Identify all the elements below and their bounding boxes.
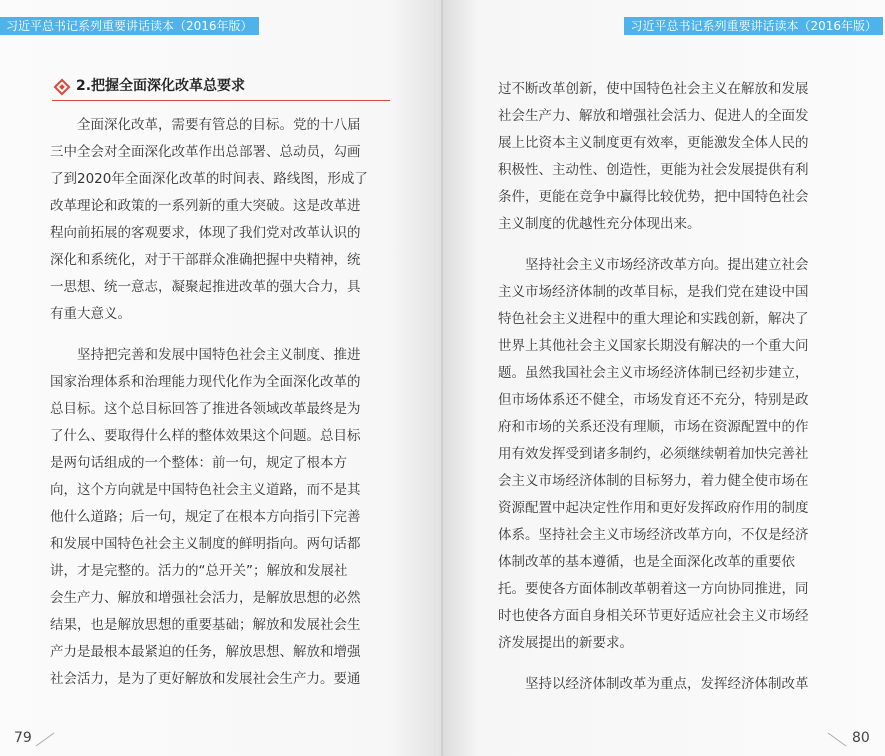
text-line: 世界上其他社会主义国家长期没有解决的一个重大问 <box>498 338 809 354</box>
text-line: 和发展中国特色社会主义制度的鲜明指向。两句话都 <box>50 536 361 552</box>
text-line: 了什么、要取得什么样的整体效果这个问题。总目标 <box>50 428 361 444</box>
page-number-left: 79 <box>14 730 32 746</box>
text-line: 程向前拓展的客观要求，体现了我们党对改革认识的 <box>50 225 361 241</box>
text-line: 体系。坚持社会主义市场经济改革方向，不仅是经济 <box>498 527 809 543</box>
text-line: 国家治理体系和治理能力现代化作为全面深化改革的 <box>50 374 361 390</box>
right-page-body <box>498 76 834 698</box>
text-line: 社会生产力、解放和增强社会活力、促进人的全面发 <box>498 108 809 124</box>
text-line: 资源配置中起决定性作用和更好发挥政府作用的制度 <box>498 500 809 516</box>
paragraph-gap <box>498 238 834 252</box>
text-line: 他什么道路；后一句，规定了在根本方向指引下完善 <box>50 509 361 525</box>
text-line: 结果，也是解放思想的重要基础；解放和发展社会生 <box>50 617 361 633</box>
text-line: 会生产力、解放和增强社会活力，是解放思想的必然 <box>50 590 361 606</box>
text-line: 讲，才是完整的。活力的“总开关”；解放和发展社 <box>50 563 348 579</box>
text-line: 坚持把完善和发展中国特色社会主义制度、推进 <box>77 347 361 363</box>
text-line: 主义市场经济体制的改革目标，是我们党在建设中国 <box>498 284 809 300</box>
text-line: 是两句话组成的一个整体：前一句，规定了根本方 <box>50 455 347 471</box>
paragraph <box>50 342 386 693</box>
page-corner-mark-left <box>34 731 56 747</box>
section-heading <box>52 76 390 101</box>
text-line: 社会活力，是为了更好解放和发展社会生产力。要通 <box>50 671 361 687</box>
paragraph <box>498 76 834 238</box>
paragraph <box>498 671 834 698</box>
text-line: 条件，更能在竞争中赢得比较优势，把中国特色社会 <box>498 189 809 205</box>
paragraph-gap <box>50 328 386 342</box>
text-line: 题。虽然我国社会主义市场经济体制已经初步建立， <box>498 365 809 381</box>
text-line: 坚持以经济体制改革为重点，发挥经济体制改革 <box>525 676 809 692</box>
text-line: 过不断改革创新，使中国特色社会主义在解放和发展 <box>498 81 809 97</box>
text-line: 托。要使各方面体制改革朝着这一方向协同推进，同 <box>498 581 809 597</box>
text-line: 坚持社会主义市场经济改革方向。提出建立社会 <box>525 257 809 273</box>
left-page-body <box>50 112 386 693</box>
page-number-right: 80 <box>852 730 870 746</box>
text-line: 三中全会对全面深化改革作出总部署、总动员，勾画 <box>50 144 361 160</box>
text-line: 主义制度的优越性充分体现出来。 <box>498 216 701 232</box>
text-line: 改革理论和政策的一系列新的重大突破。这是改革进 <box>50 198 361 214</box>
paragraph <box>50 112 386 328</box>
section-title: 2.把握全面深化改革总要求 <box>76 78 246 94</box>
text-line: 总目标。这个总目标回答了推进各领域改革最终是为 <box>50 401 361 417</box>
paragraph-gap <box>498 657 834 671</box>
text-line: 展上比资本主义制度更有效率，更能激发全体人民的 <box>498 135 809 151</box>
text-line: 特色社会主义进程中的重大理论和实践创新，解决了 <box>498 311 809 327</box>
text-line: 全面深化改革，需要有管总的目标。党的十八届 <box>77 117 361 133</box>
text-line: 产力是最根本最紧迫的任务，解放思想、解放和增强 <box>50 644 361 660</box>
text-line: 时也使各方面自身相关环节更好适应社会主义市场经 <box>498 608 809 624</box>
text-line: 一思想、统一意志，凝聚起推进改革的强大合力，具 <box>50 279 361 295</box>
text-line: 会主义市场经济体制的目标努力，着力健全使市场在 <box>498 473 809 489</box>
text-line: 向，这个方向就是中国特色社会主义道路，而不是其 <box>50 482 361 498</box>
diamond-bullet-icon <box>54 79 71 96</box>
text-line: 有重大意义。 <box>50 306 131 322</box>
text-line: 用有效发挥受到诸多制约，必须继续朝着加快完善社 <box>498 446 809 462</box>
text-line: 深化和系统化，对于干部群众准确把握中央精神，统 <box>50 252 361 268</box>
text-line: 府和市场的关系还没有理顺，市场在资源配置中的作 <box>498 419 809 435</box>
text-line: 了到2020年全面深化改革的时间表、路线图，形成了 <box>50 171 368 187</box>
text-line: 济发展提出的新要求。 <box>498 635 633 651</box>
text-line: 体制改革的基本遵循，也是全面深化改革的重要依 <box>498 554 795 570</box>
paragraph <box>498 252 834 657</box>
page-corner-mark-right <box>826 731 848 747</box>
text-line: 积极性、主动性、创造性，更能为社会发展提供有利 <box>498 162 809 178</box>
left-running-header: 习近平总书记系列重要讲话读本（2016年版） <box>0 17 259 35</box>
right-running-header: 习近平总书记系列重要讲话读本（2016年版） <box>624 17 883 35</box>
text-line: 但市场体系还不健全，市场发育还不充分，特别是政 <box>498 392 809 408</box>
